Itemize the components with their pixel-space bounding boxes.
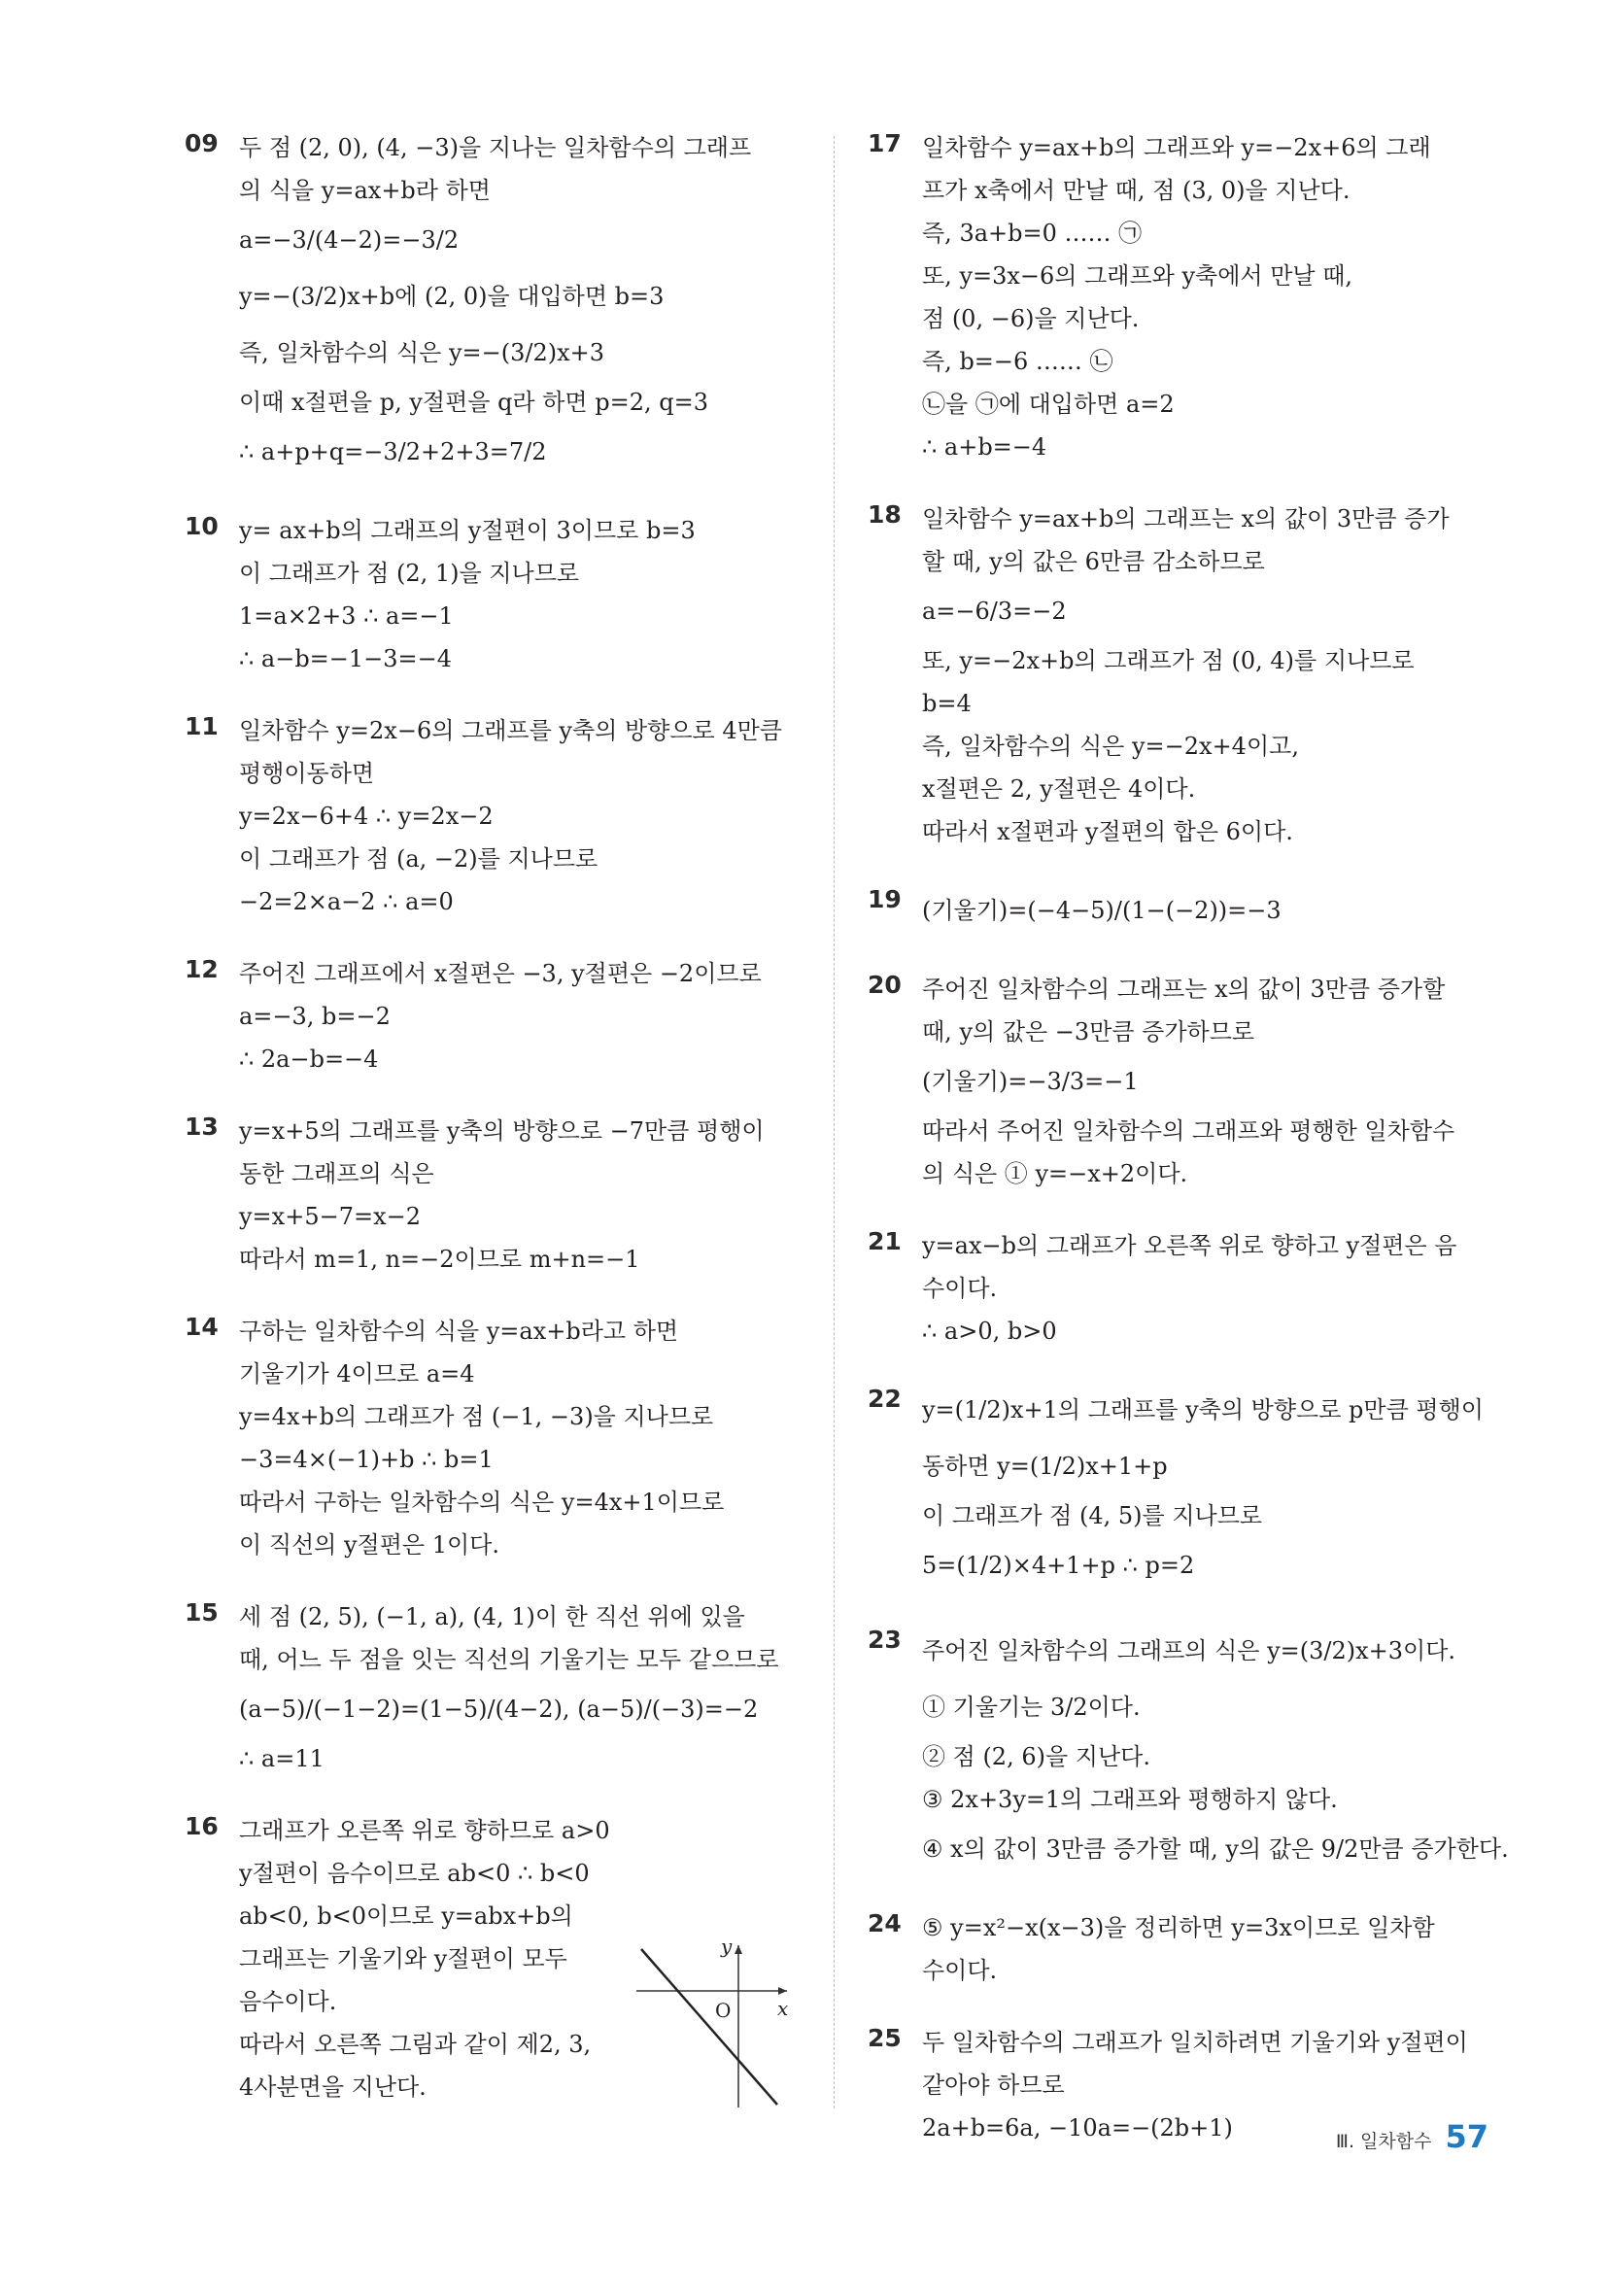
problem-17: [868, 126, 1489, 468]
solution-line: 따라서 m=1, n=−2이므로 m+n=−1: [239, 1246, 640, 1273]
solution-line: ∴ 2a−b=−4: [239, 1045, 379, 1073]
problem-number: 22: [868, 1385, 902, 1413]
solution-line: 세 점 (2, 5), (−1, a), (4, 1)이 한 직선 위에 있을: [239, 1603, 745, 1630]
right-column: [868, 126, 1509, 2178]
solution-line: ⑤ y=x²−x(x−3)을 정리하면 y=3x이므로 일차함: [922, 1914, 1435, 1941]
solution-line: y=−(3/2)x+b에 (2, 0)을 대입하면 b=3: [239, 283, 665, 310]
solution-line: (기울기)=−3/3=−1: [922, 1068, 1139, 1095]
solution-line: 그래프는 기울기와 y절편이 모두: [239, 1945, 567, 1972]
page-footer: [1336, 2118, 1488, 2155]
solution-line: y=x+5−7=x−2: [239, 1203, 421, 1230]
y-axis-label: y: [721, 1937, 733, 1958]
solution-line: y=x+5의 그래프를 y축의 방향으로 −7만큼 평행이: [239, 1117, 765, 1145]
problem-23: [868, 1623, 1509, 1877]
solution-line: 평행이동하면: [239, 760, 375, 787]
solution-line: 이 그래프가 점 (4, 5)를 지나므로: [922, 1502, 1263, 1529]
solution-line: 따라서 주어진 일차함수의 그래프와 평행한 일차함수: [922, 1117, 1455, 1145]
solution-line: ㉡을 ㉠에 대입하면 a=2: [922, 391, 1175, 418]
solution-line: ③ 2x+3y=1의 그래프와 평행하지 않다.: [922, 1786, 1338, 1813]
solution-line: 5=(1/2)×4+1+p ∴ p=2: [922, 1552, 1195, 1579]
problem-number: 16: [185, 1812, 219, 1840]
solution-line: −2=2×a−2 ∴ a=0: [239, 888, 454, 915]
solution-line: 즉, b=−6 …… ㉡: [922, 348, 1113, 375]
solution-line: 수이다.: [922, 1275, 998, 1302]
solution-line: 일차함수 y=2x−6의 그래프를 y축의 방향으로 4만큼: [239, 717, 782, 744]
solution-line: 따라서 구하는 일차함수의 식은 y=4x+1이므로: [239, 1489, 725, 1516]
problem-15: [185, 1595, 806, 1780]
solution-line: 즉, 3a+b=0 …… ㉠: [922, 220, 1143, 247]
solution-line: a=−3, b=−2: [239, 1003, 391, 1030]
solution-line: b=4: [922, 690, 972, 717]
problem-14: [185, 1310, 806, 1566]
problem-number: 23: [868, 1626, 902, 1654]
problem-number: 13: [185, 1113, 219, 1141]
solution-line: 때, y의 값은 −3만큼 증가하므로: [922, 1018, 1255, 1045]
problem-number: 14: [185, 1313, 219, 1341]
solution-line: 주어진 일차함수의 그래프의 식은 y=(3/2)x+3이다.: [922, 1637, 1456, 1664]
solution-line: y= ax+b의 그래프의 y절편이 3이므로 b=3: [239, 517, 696, 544]
solution-line: −3=4×(−1)+b ∴ b=1: [239, 1446, 494, 1473]
solution-line: y=ax−b의 그래프가 오른쪽 위로 향하고 y절편은 음: [922, 1232, 1457, 1259]
solution-line: 이 직선의 y절편은 1이다.: [239, 1531, 499, 1559]
problem-22: [868, 1382, 1489, 1593]
solution-line: ab<0, b<0이므로 y=abx+b의: [239, 1902, 573, 1930]
column-divider: [834, 136, 835, 2108]
problem-number: 11: [185, 712, 219, 740]
chapter-label: Ⅲ. 일차함수: [1335, 2131, 1432, 2152]
problem-16: [185, 1809, 806, 2108]
solution-line: y=(1/2)x+1의 그래프를 y축의 방향으로 p만큼 평행이: [922, 1396, 1484, 1423]
solution-line: 그래프가 오른쪽 위로 향하므로 a>0: [239, 1817, 610, 1844]
x-axis-label: x: [777, 1997, 789, 2020]
solution-line: ① 기울기는 3/2이다.: [922, 1694, 1141, 1721]
solution-line: 주어진 일차함수의 그래프는 x의 값이 3만큼 증가할: [922, 976, 1446, 1003]
solution-line: 즉, 일차함수의 식은 y=−2x+4이고,: [922, 733, 1299, 760]
solution-line: ∴ a+b=−4: [922, 433, 1047, 461]
problem-number: 24: [868, 1909, 902, 1937]
solution-line: 일차함수 y=ax+b의 그래프는 x의 값이 3만큼 증가: [922, 505, 1450, 532]
solution-line: ② 점 (2, 6)을 지난다.: [922, 1743, 1150, 1770]
solution-line: 프가 x축에서 만날 때, 점 (3, 0)을 지난다.: [922, 177, 1351, 204]
solution-line: 1=a×2+3 ∴ a=−1: [239, 602, 454, 630]
solution-line: 의 식은 ① y=−x+2이다.: [922, 1160, 1188, 1187]
problem-20: [868, 968, 1489, 1195]
solution-line: 이 그래프가 점 (a, −2)를 지나므로: [239, 845, 598, 873]
problem-number: 19: [868, 885, 902, 913]
problem-number: 20: [868, 971, 902, 999]
solution-line: 동한 그래프의 식은: [239, 1160, 434, 1187]
problem-11: [185, 709, 806, 923]
problem-number: 12: [185, 955, 219, 983]
solution-line: 수이다.: [922, 1957, 998, 1984]
solution-line: y=2x−6+4 ∴ y=2x−2: [239, 803, 494, 830]
problem-24: [868, 1906, 1489, 1992]
left-column: [185, 126, 806, 2138]
page-number: 57: [1445, 2118, 1488, 2155]
solution-line: 이 그래프가 점 (2, 1)을 지나므로: [239, 560, 580, 587]
problem-18: [868, 497, 1489, 853]
problem-13: [185, 1110, 806, 1281]
problem-21: [868, 1224, 1489, 1353]
quadrant-graph-figure: [632, 1937, 797, 2112]
solution-line: 동하면 y=(1/2)x+1+p: [922, 1453, 1168, 1480]
problem-number: 25: [868, 2024, 902, 2052]
solution-line: 음수이다.: [239, 1988, 337, 2015]
problem-number: 21: [868, 1227, 902, 1255]
graph-line: [641, 1949, 777, 2105]
solution-line: 의 식을 y=ax+b라 하면: [239, 177, 491, 204]
solution-line: 같아야 하므로: [922, 2072, 1065, 2099]
solution-line: y절편이 음수이므로 ab<0 ∴ b<0: [239, 1860, 590, 1887]
solution-line: 따라서 오른쪽 그림과 같이 제2, 3,: [239, 2031, 592, 2058]
problem-number: 10: [185, 512, 219, 540]
solution-line: 기울기가 4이므로 a=4: [239, 1360, 475, 1388]
problem-10: [185, 509, 806, 680]
solution-line: ∴ a+p+q=−3/2+2+3=7/2: [239, 438, 547, 465]
solution-line: ∴ a=11: [239, 1745, 325, 1772]
origin-label: O: [715, 1999, 732, 2022]
solution-line: 점 (0, −6)을 지난다.: [922, 305, 1140, 332]
solution-line: ④ x의 값이 3만큼 증가할 때, y의 값은 9/2만큼 증가한다.: [922, 1835, 1509, 1863]
solution-line: 두 점 (2, 0), (4, −3)을 지나는 일차함수의 그래프: [239, 134, 752, 161]
solution-line: 구하는 일차함수의 식을 y=ax+b라고 하면: [239, 1318, 679, 1345]
solution-line: 이때 x절편을 p, y절편을 q라 하면 p=2, q=3: [239, 389, 708, 416]
solution-line: 4사분면을 지난다.: [239, 2073, 427, 2101]
solution-line: (a−5)/(−1−2)=(1−5)/(4−2), (a−5)/(−3)=−2: [239, 1696, 759, 1723]
solution-line: 할 때, y의 값은 6만큼 감소하므로: [922, 548, 1265, 575]
solution-line: 2a+b=6a, −10a=−(2b+1): [922, 2114, 1233, 2142]
problem-12: [185, 952, 806, 1080]
problem-number: 17: [868, 129, 902, 157]
problem-number: 18: [868, 500, 902, 529]
solution-line: 주어진 그래프에서 x절편은 −3, y절편은 −2이므로: [239, 960, 762, 987]
x-axis-arrow: [778, 1987, 787, 1995]
problem-number: 15: [185, 1598, 219, 1627]
solution-line: 또, y=3x−6의 그래프와 y축에서 만날 때,: [922, 262, 1353, 290]
solution-line: 때, 어느 두 점을 잇는 직선의 기울기는 모두 같으므로: [239, 1646, 779, 1673]
problem-09: [185, 126, 806, 480]
solution-line: 따라서 x절편과 y절편의 합은 6이다.: [922, 818, 1293, 845]
solution-line: (기울기)=(−4−5)/(1−(−2))=−3: [922, 897, 1282, 924]
solution-line: a=−6/3=−2: [922, 598, 1067, 625]
problem-19: [868, 882, 1489, 939]
solution-line: y=4x+b의 그래프가 점 (−1, −3)을 지나므로: [239, 1403, 714, 1430]
solution-line: 즉, 일차함수의 식은 y=−(3/2)x+3: [239, 339, 605, 366]
problem-number: 09: [185, 129, 219, 157]
solution-line: 일차함수 y=ax+b의 그래프와 y=−2x+6의 그래: [922, 134, 1431, 161]
solution-line: ∴ a>0, b>0: [922, 1318, 1057, 1345]
y-axis-arrow: [735, 1945, 742, 1954]
solution-line: 두 일차함수의 그래프가 일치하려면 기울기와 y절편이: [922, 2029, 1468, 2056]
solution-line: ∴ a−b=−1−3=−4: [239, 645, 453, 672]
solution-line: a=−3/(4−2)=−3/2: [239, 226, 460, 254]
solution-line: 또, y=−2x+b의 그래프가 점 (0, 4)를 지나므로: [922, 647, 1415, 674]
solution-line: x절편은 2, y절편은 4이다.: [922, 775, 1196, 803]
